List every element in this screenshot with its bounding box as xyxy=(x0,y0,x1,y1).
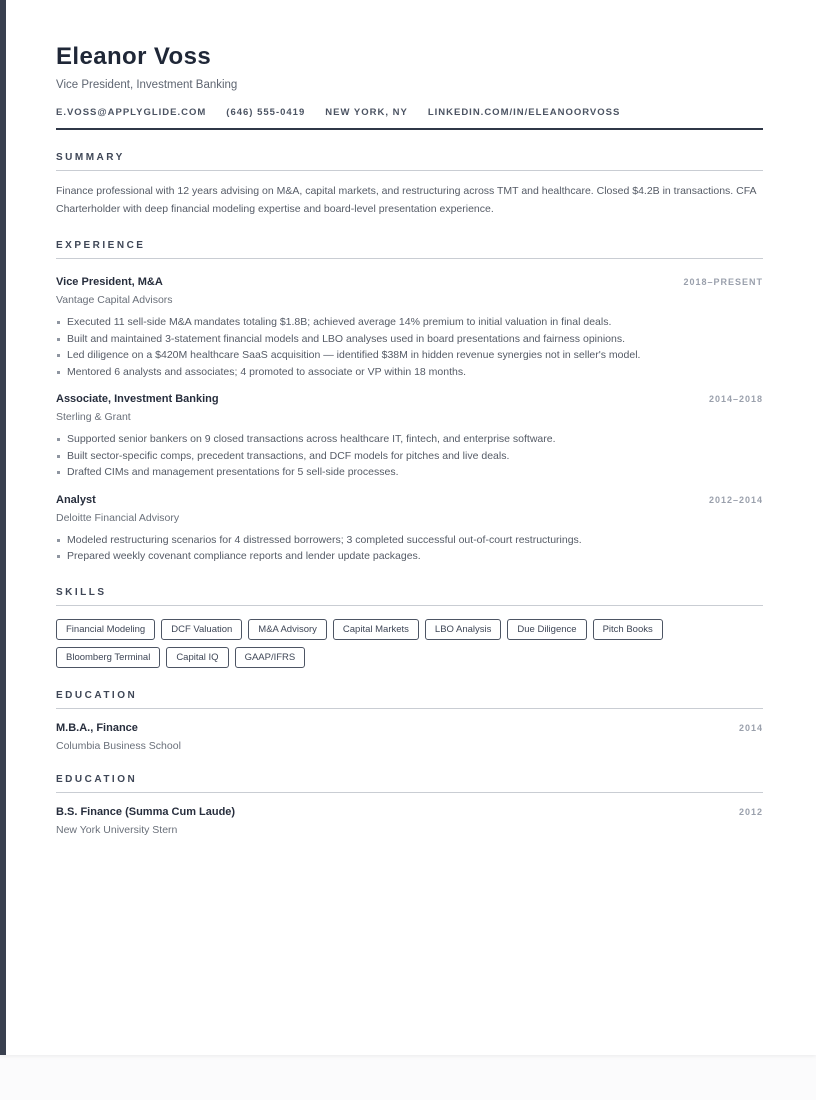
summary-text: Finance professional with 12 years advising on M&A, capital markets, and restructuring across TMT and healthcare. Closed $4.2B in transactions. CFA Charterholder with deep financial modeling expertise and board-level presentation experience. xyxy=(56,185,756,215)
skill-chip: GAAP/IFRS xyxy=(235,647,306,668)
education-year: 2014 xyxy=(738,722,763,733)
job-bullet-list xyxy=(56,532,763,565)
education-school: Columbia Business School xyxy=(56,739,181,752)
job-company: Vantage Capital Advisors xyxy=(56,294,173,307)
summary-heading: SUMMARY xyxy=(56,152,763,171)
skill-chip: LBO Analysis xyxy=(425,619,502,640)
skills-heading: SKILLS xyxy=(56,587,763,606)
education-year: 2012 xyxy=(738,806,763,817)
experience-heading: EXPERIENCE xyxy=(56,240,763,259)
job-dates: 2014–2018 xyxy=(708,394,763,405)
job-bullet: Led diligence on a $420M healthcare SaaS acquisition — identified $38M in hidden revenue synergies not in seller's model. xyxy=(56,347,763,364)
skill-chip-list xyxy=(56,619,763,668)
skill-chip: DCF Valuation xyxy=(161,619,242,640)
skill-chip: Capital Markets xyxy=(333,619,419,640)
section-education-1 xyxy=(56,690,763,752)
skill-chip: Financial Modeling xyxy=(56,619,155,640)
education-head xyxy=(56,806,763,818)
section-skills xyxy=(56,587,763,668)
skill-chip: M&A Advisory xyxy=(248,619,327,640)
skill-chip: Bloomberg Terminal xyxy=(56,647,160,668)
resume-content xyxy=(56,0,763,836)
contact-email: E.VOSS@APPLYGLIDE.COM xyxy=(56,107,207,119)
job-company: Sterling & Grant xyxy=(56,411,131,424)
skill-chip: Due Diligence xyxy=(507,619,586,640)
skill-chip: Pitch Books xyxy=(593,619,663,640)
contact-location: NEW YORK, NY xyxy=(325,107,408,119)
job-title: Associate, Investment Banking xyxy=(56,393,219,406)
contact-phone: (646) 555-0419 xyxy=(226,107,306,119)
job-bullet-list xyxy=(56,314,763,380)
job-dates: 2018–PRESENT xyxy=(683,277,763,288)
job-head xyxy=(56,494,763,506)
contact-row xyxy=(56,107,763,118)
job-bullet: Executed 11 sell-side M&A mandates totaling $1.8B; achieved average 14% premium to initial valuation in final deals. xyxy=(56,314,763,331)
education-degree: M.B.A., Finance xyxy=(56,721,138,734)
job-bullet: Supported senior bankers on 9 closed transactions across healthcare IT, fintech, and enterprise software. xyxy=(56,431,763,448)
education-entry xyxy=(56,722,763,752)
section-education-2 xyxy=(56,774,763,836)
education-head xyxy=(56,722,763,734)
resume-header xyxy=(56,44,763,130)
section-experience xyxy=(56,240,763,565)
job-head xyxy=(56,276,763,288)
job-bullet-list xyxy=(56,431,763,481)
skill-chip: Capital IQ xyxy=(166,647,228,668)
contact-linkedin: LINKEDIN.COM/IN/ELEANOORVOSS xyxy=(427,107,621,119)
candidate-name: Eleanor Voss xyxy=(56,43,212,70)
job-bullet: Modeled restructuring scenarios for 4 distressed borrowers; 3 completed successful out-of-court restructurings. xyxy=(56,532,763,549)
education-entry xyxy=(56,806,763,836)
education-heading: EDUCATION xyxy=(56,774,763,793)
job-bullet: Prepared weekly covenant compliance reports and lender update packages. xyxy=(56,548,763,565)
experience-entry xyxy=(56,494,763,565)
education-school: New York University Stern xyxy=(56,823,178,836)
job-head xyxy=(56,393,763,405)
section-summary xyxy=(56,152,763,218)
job-company: Deloitte Financial Advisory xyxy=(56,511,180,524)
job-dates: 2012–2014 xyxy=(708,494,763,505)
education-heading: EDUCATION xyxy=(56,690,763,709)
job-bullet: Built sector-specific comps, precedent transactions, and DCF models for pitches and live deals. xyxy=(56,448,763,465)
left-accent-bar xyxy=(0,0,6,1055)
job-bullet: Mentored 6 analysts and associates; 4 promoted to associate or VP within 18 months. xyxy=(56,364,763,381)
job-title: Analyst xyxy=(56,493,96,506)
candidate-title: Vice President, Investment Banking xyxy=(56,79,238,92)
education-degree: B.S. Finance (Summa Cum Laude) xyxy=(56,805,236,818)
job-bullet: Built and maintained 3-statement financial models and LBO analyses used in board presentations and fairness opinions. xyxy=(56,331,763,348)
job-title: Vice President, M&A xyxy=(56,276,163,289)
experience-entry xyxy=(56,276,763,380)
header-divider xyxy=(56,128,763,130)
experience-entry xyxy=(56,393,763,481)
job-bullet: Drafted CIMs and management presentations for 5 sell-side processes. xyxy=(56,464,763,481)
